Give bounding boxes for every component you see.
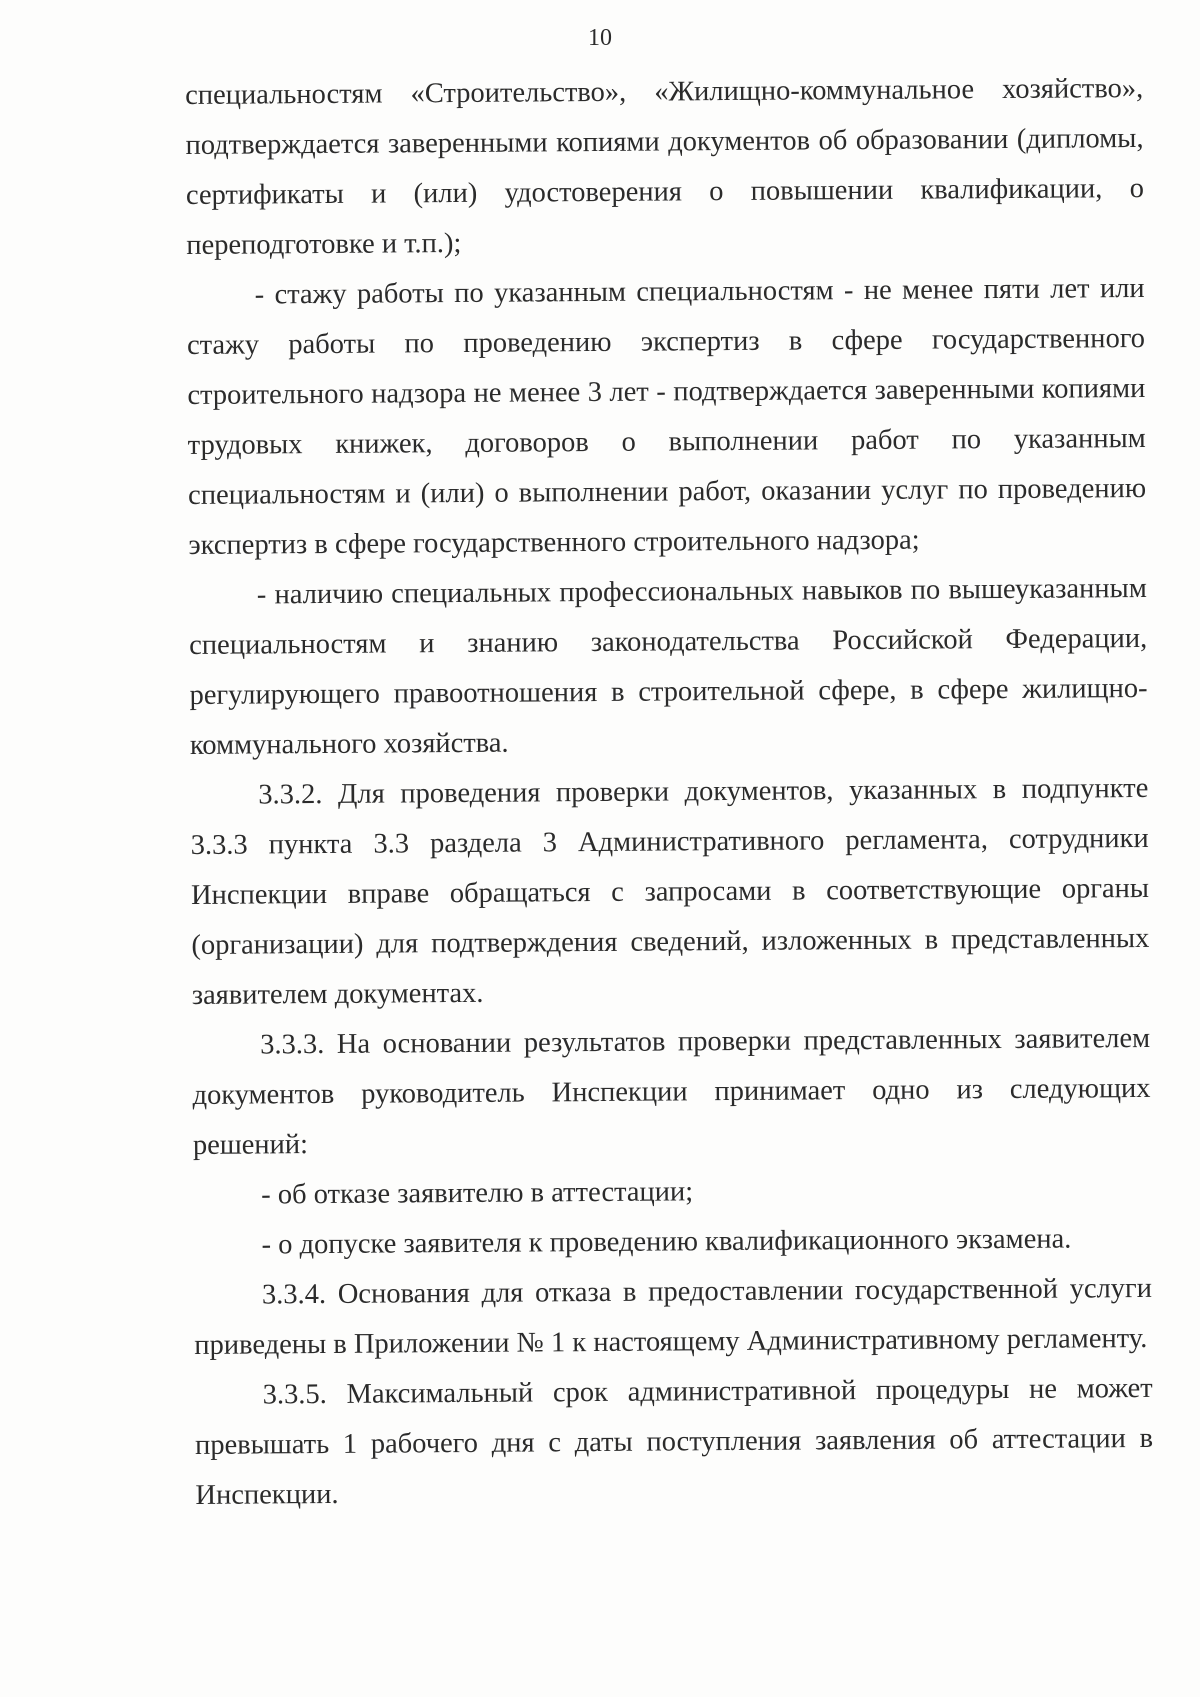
paragraph-education-proof: специальностям «Строительство», «Жилищно-коммунальное хозяйство», подтверждается заверенными копиями документов об образовании (дипломы, сертификаты и (или) удостоверения о повышении квалификации, о переподготовке и т.п.); — [185, 72, 1145, 261]
paragraph-work-experience: - стажу работы по указанным специальностям - не менее пяти лет или стажу работы по проведению экспертиз в сфере государственного строительного надзора не менее 3 лет - подтверждается заверенными копиями трудовых книжек, договоров о выполнении работ по указанным специальностям и (или) о выполнении работ, оказании услуг по проведению экспертиз в сфере государственного строительного надзора; — [186, 272, 1147, 561]
decision-option-admission: - о допуске заявителя к проведению квалификационного экзамена. — [261, 1223, 1072, 1261]
decision-option-refusal: - об отказе заявителю в аттестации; — [261, 1176, 694, 1211]
paragraph-professional-skills: - наличию специальных профессиональных навыков по вышеуказанным специальностям и знанию законодательства Российской Федерации, регулирующего правоотношения в строительной сфере, в сфере жилищно-коммунального хозяйства. — [189, 572, 1148, 761]
page-number: 10 — [588, 25, 612, 51]
paragraph-3-3-2: 3.3.2. Для проведения проверки документов, указанных в подпункте 3.3.3 пункта 3.3 раздела 3 Административного регламента, сотрудники Инспекции вправе обращаться с запросами в соответствующие органы (организации) для подтверждения сведений, изложенных в представленных заявителем документах. — [190, 772, 1150, 1011]
paragraph-3-3-4: 3.3.4. Основания для отказа в предоставлении государственной услуги приведены в Приложении № 1 к настоящему Административному регламенту. — [194, 1272, 1153, 1361]
paragraph-3-3-5: 3.3.5. Максимальный срок административной процедуры не может превышать 1 рабочего дня с даты поступления заявления об аттестации в Инспекции. — [194, 1372, 1154, 1511]
document-body — [185, 64, 1154, 1521]
paragraph-3-3-3: 3.3.3. На основании результатов проверки представленных заявителем документов руководитель Инспекции принимает одно из следующих решений: — [192, 1022, 1151, 1161]
